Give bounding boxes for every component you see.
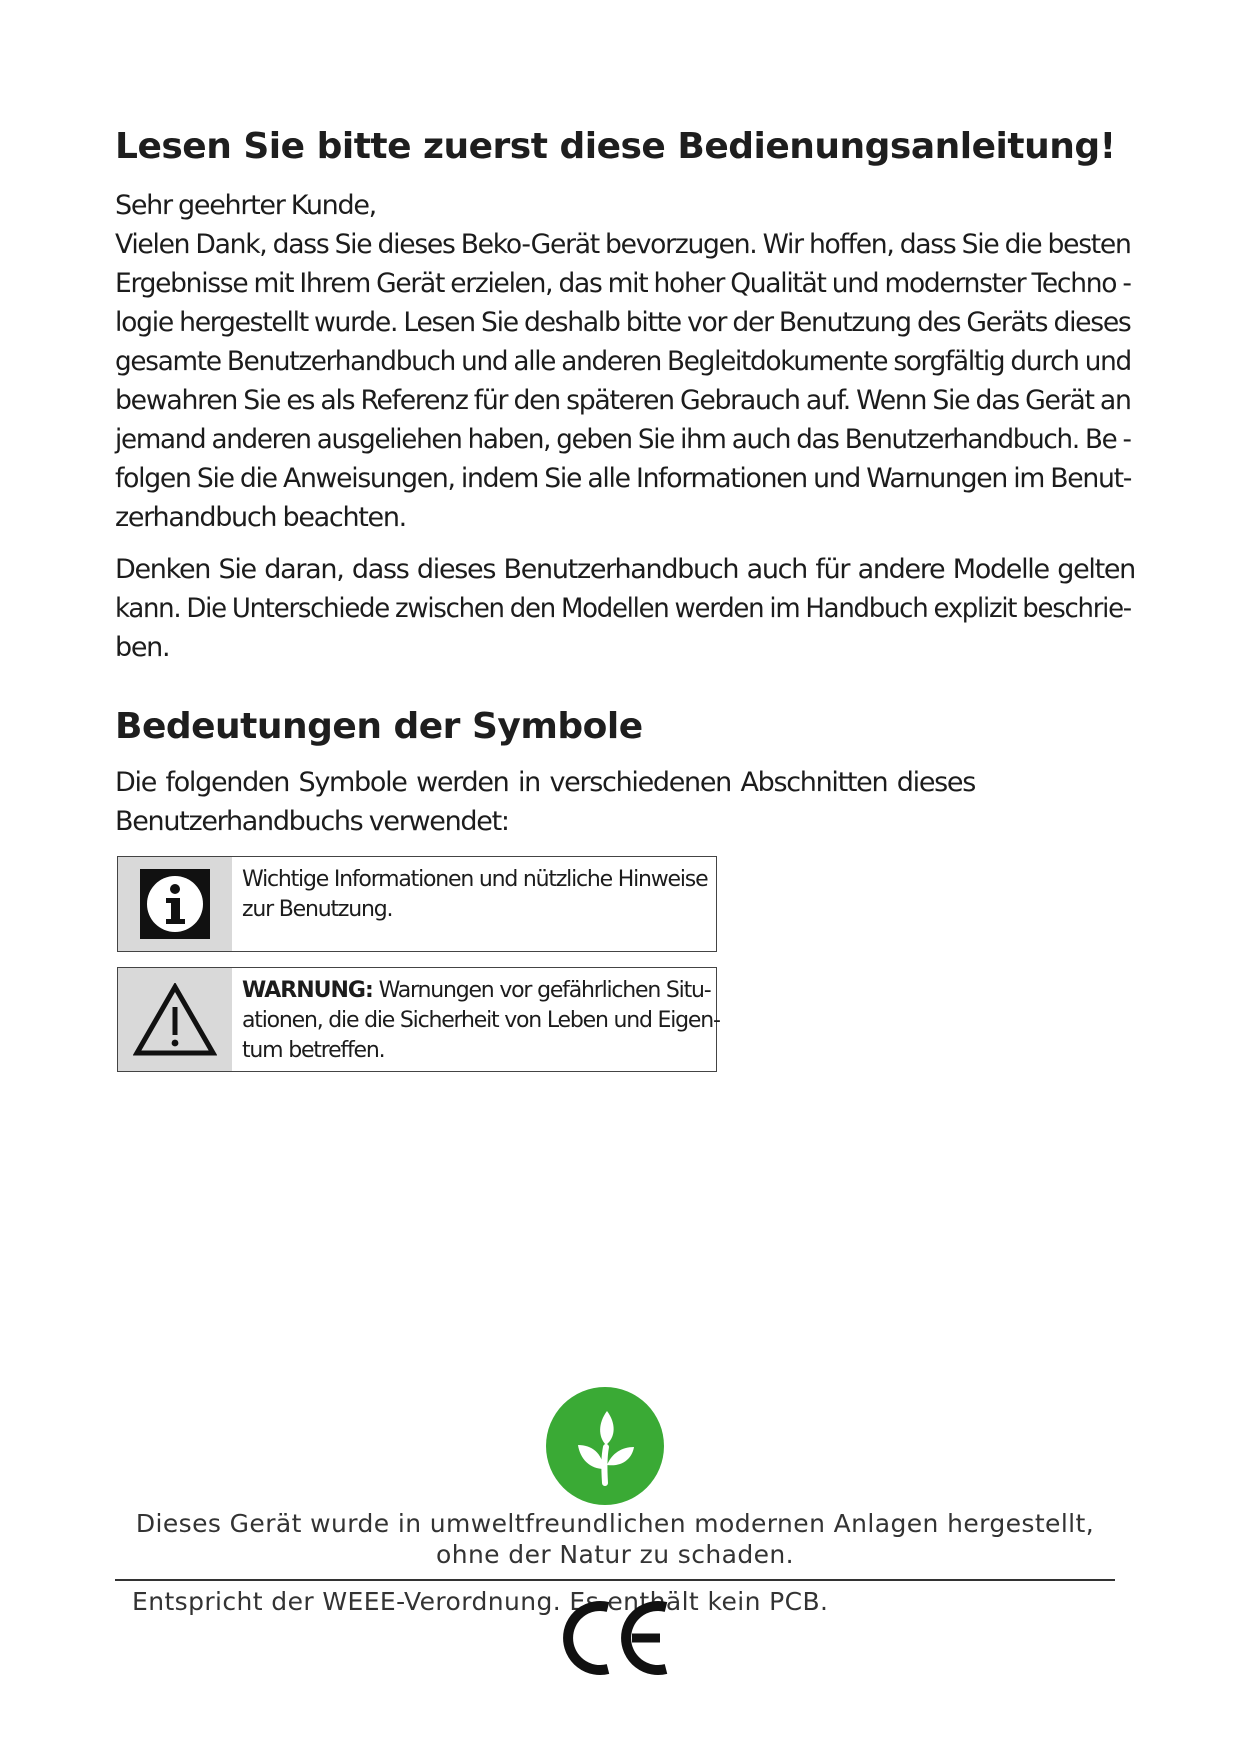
intro-line: jemand anderen ausgeliehen haben, geben Sie ihm auch das Benutzerhandbuch. Be - xyxy=(115,424,1131,455)
warning-symbol-cell xyxy=(118,968,232,1071)
eco-statement xyxy=(115,1508,1115,1570)
leaf-icon xyxy=(546,1387,664,1505)
intro-line: gesamte Benutzerhandbuch und alle anderen Begleitdokumente sorgfältig durch und xyxy=(115,346,1131,377)
intro-line: logie hergestellt wurde. Lesen Sie deshalb bitte vor der Benutzung des Geräts dieses xyxy=(115,307,1131,338)
weee-statement: Entspricht der WEEE-Verordnung. Es enthält kein PCB. xyxy=(132,1587,829,1616)
warning-triangle-icon xyxy=(133,983,217,1057)
intro-line: zerhandbuch beachten. xyxy=(115,502,406,533)
info-symbol-text xyxy=(232,857,715,951)
symbols-intro-line: Benutzerhandbuchs verwendet: xyxy=(115,806,509,837)
models-note-line: ben. xyxy=(115,632,170,663)
models-note-line: Denken Sie daran, dass dieses Benutzerhandbuch auch für andere Modelle gelten xyxy=(115,554,1135,585)
warning-symbol-box xyxy=(117,967,720,1072)
warning-label: WARNUNG: xyxy=(242,978,373,1003)
intro-paragraph xyxy=(115,186,1135,537)
eco-line: Dieses Gerät wurde in umweltfreundlichen modernen Anlagen hergestellt, xyxy=(135,1509,1095,1538)
symbols-heading: Bedeutungen der Symbole xyxy=(115,706,643,747)
intro-line: folgen Sie die Anweisungen, indem Sie alle Informationen und Warnungen im Benut- xyxy=(115,463,1132,494)
symbols-intro xyxy=(115,763,975,841)
warning-symbol-text xyxy=(232,968,728,1071)
ce-mark-icon xyxy=(560,1598,675,1678)
info-icon xyxy=(140,869,210,939)
warning-line: tum betreffen. xyxy=(242,1038,385,1063)
warning-line: ationen, die die Sicherheit von Leben und Eigen- xyxy=(242,1008,720,1033)
info-line: zur Benutzung. xyxy=(242,897,393,922)
intro-line: Sehr geehrter Kunde, xyxy=(115,190,376,221)
footer-divider xyxy=(115,1579,1115,1581)
models-note-paragraph xyxy=(115,550,1135,667)
info-symbol-box xyxy=(117,856,717,952)
eco-line: ohne der Natur zu schaden. xyxy=(436,1540,794,1569)
info-line: Wichtige Informationen und nützliche Hinweise xyxy=(242,867,708,892)
warning-line xyxy=(242,976,720,1006)
intro-line: Ergebnisse mit Ihrem Gerät erzielen, das mit hoher Qualität und modernster Techno - xyxy=(115,268,1131,299)
intro-line: bewahren Sie es als Referenz für den späteren Gebrauch auf. Wenn Sie das Gerät an xyxy=(115,385,1131,416)
intro-line: Vielen Dank, dass Sie dieses Beko-Gerät bevorzugen. Wir hoffen, dass Sie die besten xyxy=(115,229,1131,260)
info-symbol-cell xyxy=(118,857,232,951)
warning-line-text: Warnungen vor gefährlichen Situ- xyxy=(378,978,711,1003)
page-title: Lesen Sie bitte zuerst diese Bedienungsanleitung! xyxy=(115,126,1116,167)
models-note-line: kann. Die Unterschiede zwischen den Modellen werden im Handbuch explizit beschrie- xyxy=(115,593,1131,624)
symbols-intro-line: Die folgenden Symbole werden in verschiedenen Abschnitten dieses xyxy=(115,767,975,798)
